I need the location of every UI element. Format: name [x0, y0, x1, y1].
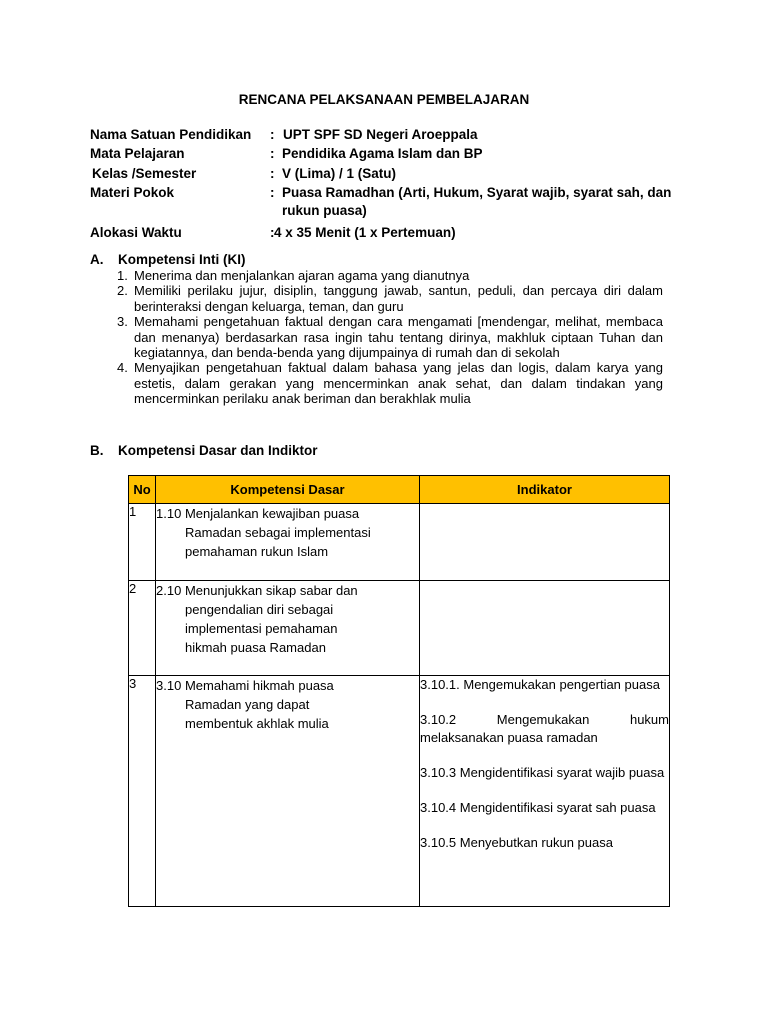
indicator-item: 3.10.4 Mengidentifikasi syarat sah puasa [420, 800, 656, 815]
item-number: 2. [117, 283, 128, 299]
kd-cell [156, 581, 420, 676]
row-number: 2 [129, 581, 156, 676]
identity-block [90, 126, 683, 242]
list-item [117, 268, 663, 283]
kd-code: 3.10 [156, 678, 182, 693]
item-text: Memiliki perilaku jujur, disiplin, tanggung jawab, santun, peduli, dan percaya diri dalam berinteraksi dengan keluarga, teman, dan guru [134, 283, 663, 314]
info-separator: : [270, 166, 275, 181]
item-text: Menerima dan menjalankan ajaran agama yang dianutnya [134, 268, 470, 283]
item-number: 4. [117, 360, 128, 376]
info-separator: : [270, 184, 275, 200]
kd-line: hikmah puasa Ramadan [185, 640, 326, 655]
info-separator: : [270, 224, 275, 240]
header-no: No [129, 476, 156, 504]
header-indikator: Indikator [420, 476, 670, 504]
section-b-heading [90, 443, 318, 458]
row-number: 1 [129, 504, 156, 581]
info-value: Pendidika Agama Islam dan BP [282, 145, 483, 161]
kd-line: membentuk akhlak mulia [185, 716, 329, 731]
competency-table [128, 475, 670, 907]
table-header-row [129, 476, 670, 504]
info-row-topic [90, 184, 683, 221]
info-value: 4 x 35 Menit (1 x Pertemuan) [274, 224, 456, 240]
indicator-cell [420, 581, 670, 676]
kd-code: 1.10 [156, 506, 182, 521]
kd-line: Menjalankan kewajiban puasa [184, 506, 360, 521]
table-row [129, 676, 670, 907]
table-row [129, 581, 670, 676]
item-number: 1. [117, 268, 128, 283]
info-label: Materi Pokok [90, 184, 175, 200]
info-separator: : [270, 127, 275, 142]
header-kompetensi-dasar: Kompetensi Dasar [156, 476, 420, 504]
list-item [117, 360, 663, 406]
indicator-cell [420, 504, 670, 581]
document-title: RENCANA PELAKSANAAN PEMBELAJARAN [238, 92, 530, 107]
kd-line: Menunjukkan sikap sabar dan [184, 583, 358, 598]
section-title: Kompetensi Dasar dan Indiktor [118, 443, 318, 458]
section-letter: B. [90, 443, 104, 458]
section-letter: A. [90, 252, 104, 267]
info-label: Mata Pelajaran [90, 145, 185, 161]
section-title: Kompetensi Inti (KI) [118, 252, 246, 267]
kd-line: pemahaman rukun Islam [185, 544, 329, 559]
info-row-school [90, 126, 683, 145]
kd-cell [156, 504, 420, 581]
kd-line: pengendalian diri sebagai [185, 602, 334, 617]
kd-line: Memahami hikmah puasa [184, 678, 334, 693]
indicator-item: 3.10.5 Menyebutkan rukun puasa [420, 835, 613, 850]
table-row [129, 504, 670, 581]
item-text: Memahami pengetahuan faktual dengan cara mengamati [mendengar, melihat, membaca dan menanya) berdasarkan rasa ingin tahu tentang dirinya, makhluk ciptaan Tuhan dan kegiatannya, dan benda-benda yang dijumpainya di rumah dan di sekolah [134, 314, 663, 361]
list-item [117, 314, 663, 360]
info-label: Alokasi Waktu [90, 224, 182, 240]
row-number: 3 [129, 676, 156, 907]
info-row-subject [90, 145, 683, 164]
indicator-item: 3.10.1. Mengemukakan pengertian puasa [420, 677, 660, 692]
info-label: Nama Satuan Pendidikan [90, 127, 252, 142]
section-a-heading [90, 252, 246, 267]
indicator-cell [420, 676, 670, 907]
info-row-class [90, 165, 683, 184]
info-value: V (Lima) / 1 (Satu) [282, 166, 397, 181]
kd-code: 2.10 [156, 583, 182, 598]
list-item [117, 283, 663, 314]
kd-cell [156, 676, 420, 907]
kd-line: Ramadan sebagai implementasi [185, 525, 371, 540]
info-value: Puasa Ramadhan (Arti, Hukum, Syarat wajib, syarat sah, dan rukun puasa) [282, 184, 672, 218]
item-number: 3. [117, 314, 128, 330]
core-competency-list [117, 268, 663, 407]
info-value: UPT SPF SD Negeri Aroeppala [283, 127, 478, 142]
item-text: Menyajikan pengetahuan faktual dalam bahasa yang jelas dan logis, dalam karya yang estetis, dalam gerakan yang mencerminkan anak sehat, dan dalam tindakan yang mencerminkan perilaku anak beriman dan berakhlak mulia [134, 360, 663, 407]
kd-line: implementasi pemahaman [185, 621, 338, 636]
indicator-item: 3.10.2 Mengemukakan hukum melaksanakan puasa ramadan [420, 712, 669, 745]
kd-line: Ramadan yang dapat [185, 697, 310, 712]
indicator-item: 3.10.3 Mengidentifikasi syarat wajib puasa [420, 765, 665, 780]
info-label: Kelas /Semester [92, 166, 197, 181]
info-separator: : [270, 145, 275, 161]
info-row-time [90, 224, 683, 243]
